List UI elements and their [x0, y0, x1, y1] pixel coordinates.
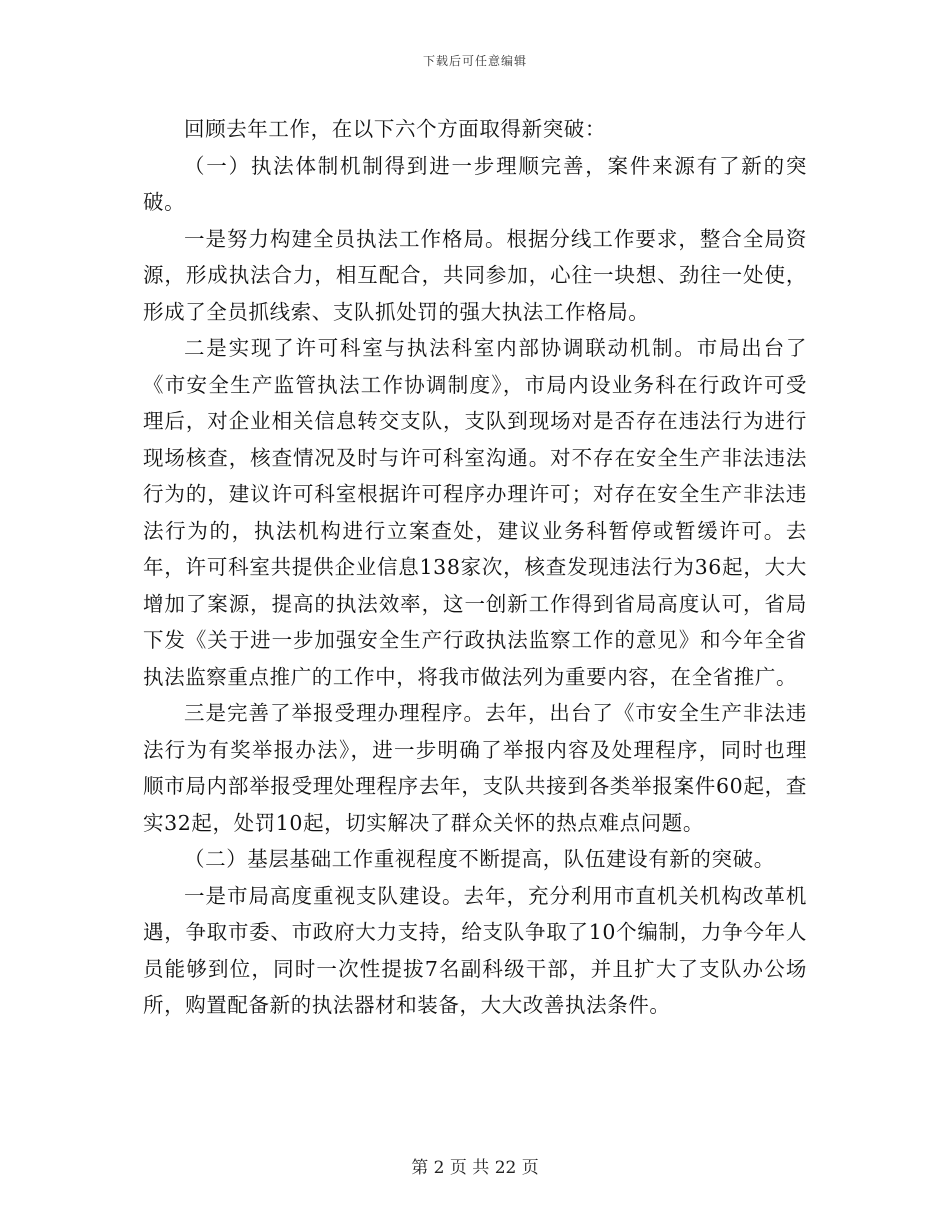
paragraph-6: （二）基层基础工作重视程度不断提高，队伍建设有新的突破。 — [184, 847, 775, 871]
paragraph-5: 三是完善了举报受理办理程序。去年，出台了《市安全生产非法违法行为有奖举报办法》，进一步明确了举报内容及处理程序，同时也理顺市局内部举报受理处理程序去年，支队共接到各类举报案件60起，查实32起，处罚10起，切实解决了群众关怀的热点难点问题。 — [143, 701, 807, 835]
page-header: 下载后可任意编辑 — [422, 54, 527, 68]
paragraph-2: （一）执法体制机制得到进一步理顺完善，案件来源有了新的突破。 — [143, 153, 807, 214]
paragraph-1: 回顾去年工作，在以下六个方面取得新突破： — [184, 117, 606, 141]
paragraph-7: 一是市局高度重视支队建设。去年，充分利用市直机关机构改革机遇，争取市委、市政府大力支持，给支队争取了10个编制，力争今年人员能够到位，同时一次性提拔7名副科级干部，并且扩大了支队办公场所，购置配备新的执法器材和装备，大大改善执法条件。 — [143, 883, 807, 1017]
page-footer: 第 2 页 共 22 页 — [411, 1158, 539, 1178]
paragraph-3: 一是努力构建全员执法工作格局。根据分线工作要求，整合全局资源，形成执法合力，相互配合，共同参加，心往一块想、劲往一处使，形成了全员抓线索、支队抓处罚的强大执法工作格局。 — [143, 226, 807, 324]
document-body — [143, 111, 807, 1024]
paragraph-4: 二是实现了许可科室与执法科室内部协调联动机制。市局出台了《市安全生产监管执法工作协调制度》，市局内设业务科在行政许可受理后，对企业相关信息转交支队，支队到现场对是否存在违法行为进行现场核查，核查情况及时与许可科室沟通。对不存在安全生产非法违法行为的，建议许可科室根据许可程序办理许可；对存在安全生产非法违法行为的，执法机构进行立案查处，建议业务科暂停或暂缓许可。去年，许可科室共提供企业信息138家次，核查发现违法行为36起，大大增加了案源，提高的执法效率，这一创新工作得到省局高度认可，省局下发《关于进一步加强安全生产行政执法监察工作的意见》和今年全省执法监察重点推广的工作中，将我市做法列为重要内容，在全省推广。 — [143, 336, 807, 689]
